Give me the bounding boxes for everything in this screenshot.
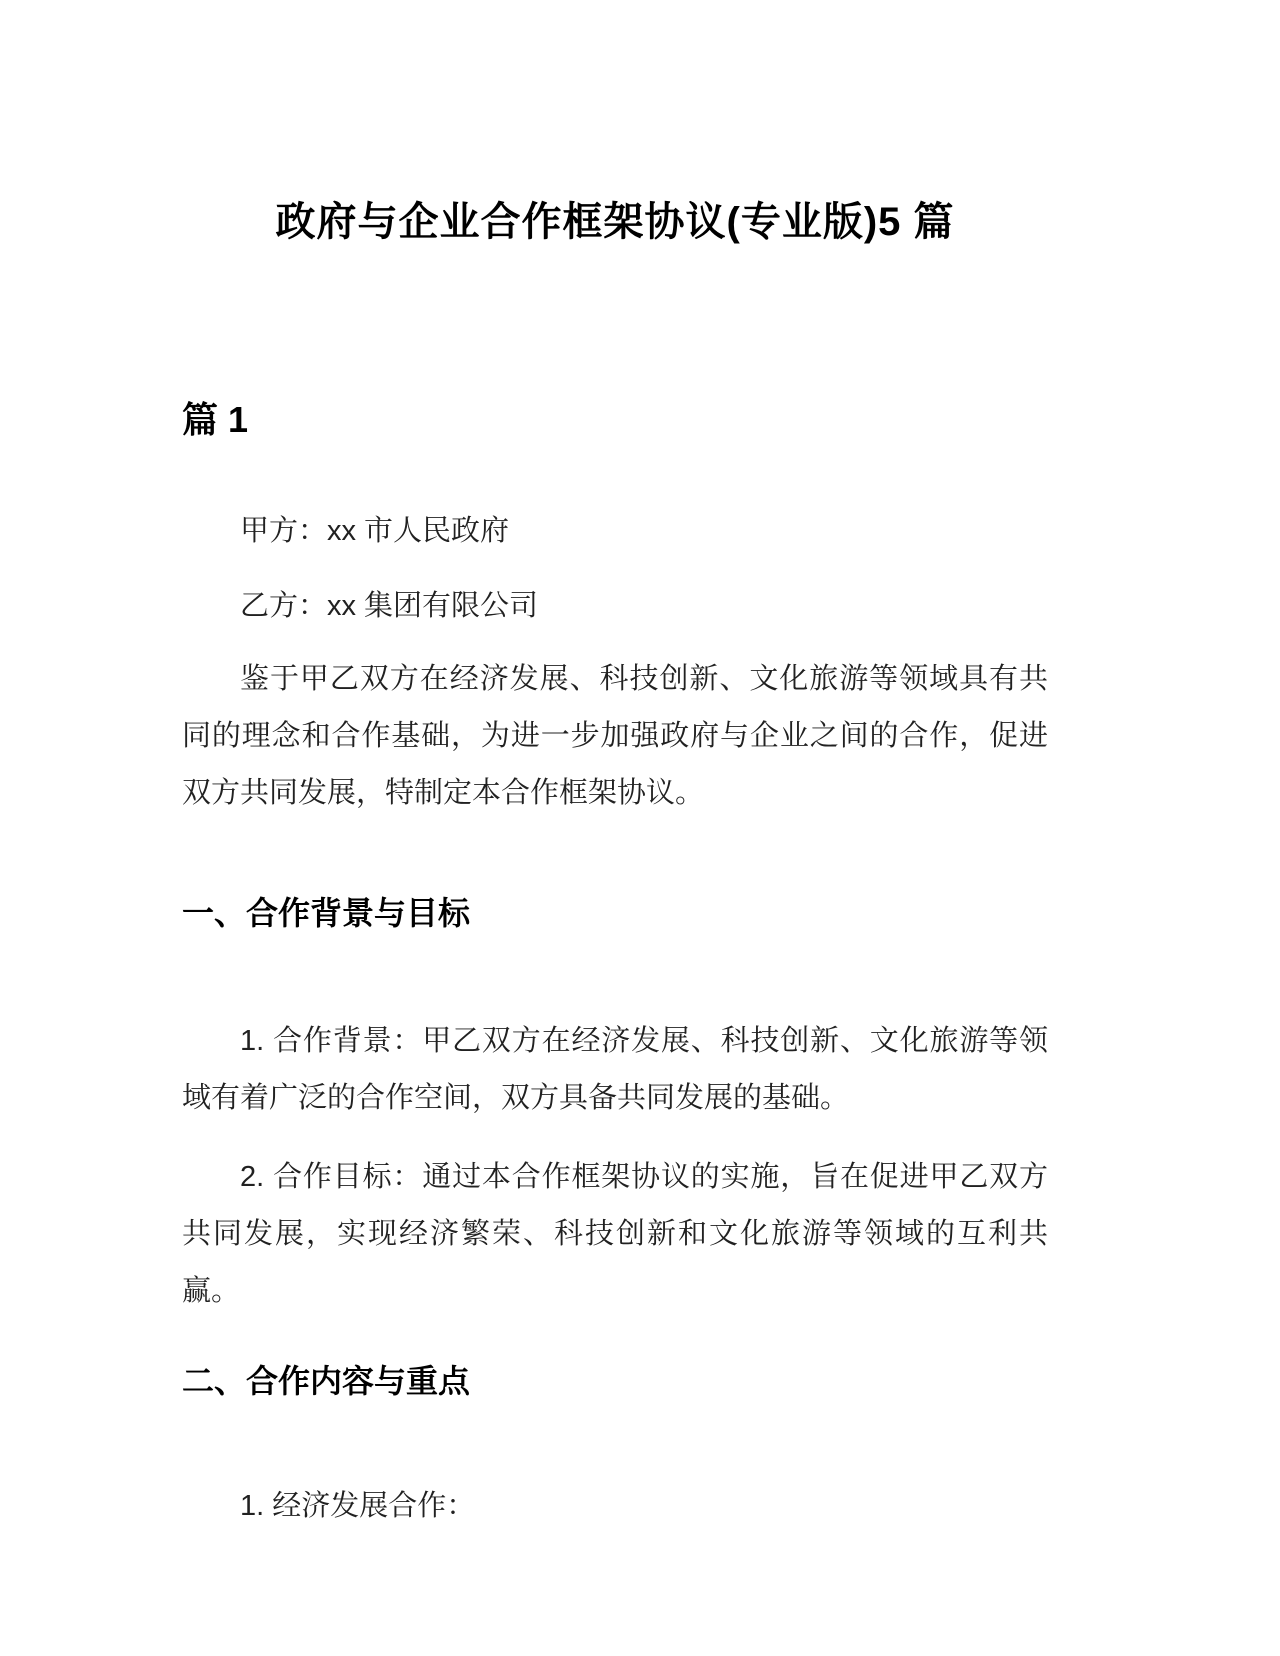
article-1-heading: 篇 1 bbox=[182, 399, 249, 440]
party-b-line: 乙方：xx 集团有限公司 bbox=[240, 590, 539, 623]
section-1-heading: 一、合作背景与目标 bbox=[182, 895, 471, 932]
section-1-item-2: 2. 合作目标：通过本合作框架协议的实施，旨在促进甲乙双方共同发展，实现经济繁荣、科技创新和文化旅游等领域的互利共赢。 bbox=[182, 1160, 1048, 1307]
section-2-item-1: 1. 经济发展合作： bbox=[240, 1489, 476, 1522]
section-2-heading: 二、合作内容与重点 bbox=[182, 1362, 471, 1399]
document-title: 政府与企业合作框架协议(专业版)5 篇 bbox=[275, 200, 955, 244]
party-a-line: 甲方：xx 市人民政府 bbox=[240, 515, 510, 548]
preamble-paragraph: 鉴于甲乙双方在经济发展、科技创新、文化旅游等领域具有共同的理念和合作基础，为进一步加强政府与企业之间的合作，促进双方共同发展，特制定本合作框架协议。 bbox=[182, 663, 1048, 810]
section-1-item-1: 1. 合作背景：甲乙双方在经济发展、科技创新、文化旅游等领域有着广泛的合作空间，双方具备共同发展的基础。 bbox=[182, 1024, 1048, 1114]
